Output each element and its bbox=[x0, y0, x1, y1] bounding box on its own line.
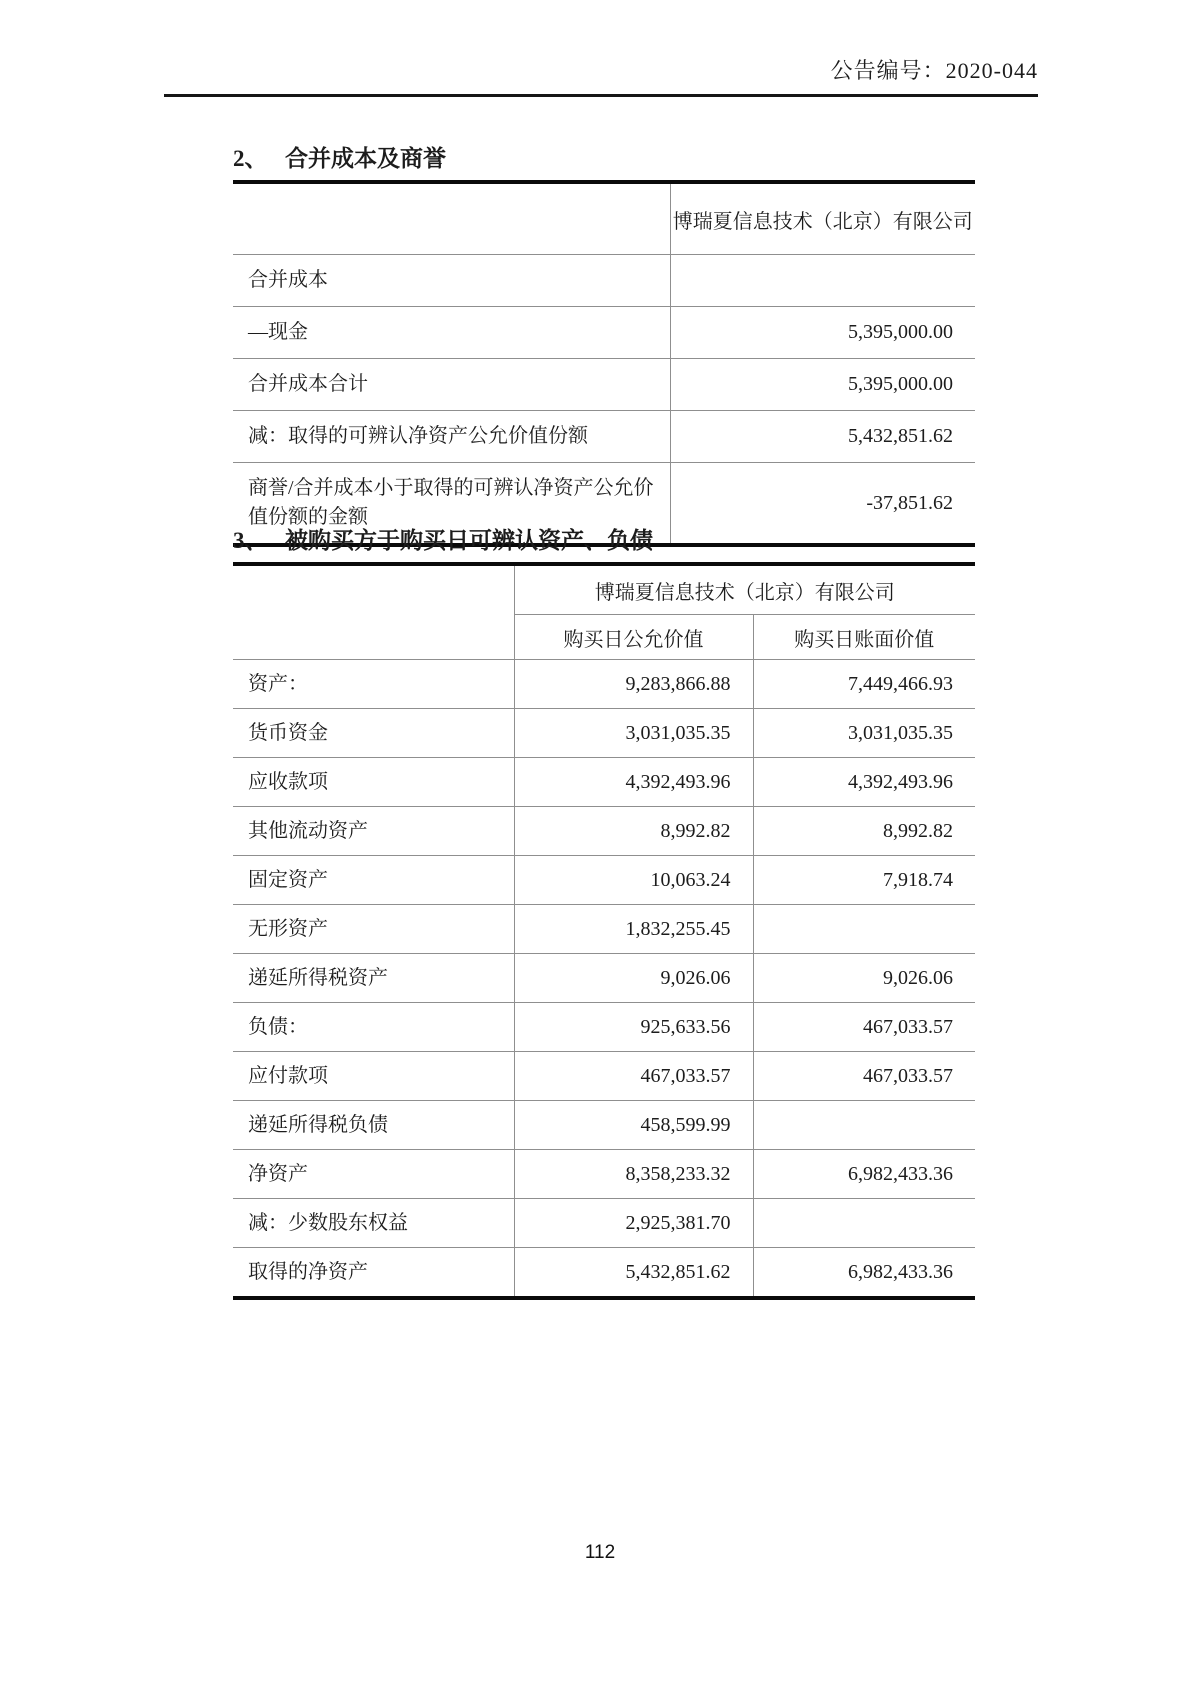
row-label: 递延所得税资产 bbox=[233, 954, 514, 1003]
row-value: 3,031,035.35 bbox=[753, 709, 975, 758]
table-row bbox=[233, 1248, 975, 1299]
row-value: 925,633.56 bbox=[514, 1003, 753, 1052]
row-value: 6,982,433.36 bbox=[753, 1248, 975, 1299]
column-header-fair-value: 购买日公允价值 bbox=[514, 615, 753, 660]
table-row bbox=[233, 255, 975, 307]
table-row bbox=[233, 1150, 975, 1199]
row-label: 无形资产 bbox=[233, 905, 514, 954]
row-label: 货币资金 bbox=[233, 709, 514, 758]
table-row bbox=[233, 1101, 975, 1150]
row-value: 4,392,493.96 bbox=[753, 758, 975, 807]
row-label: 取得的净资产 bbox=[233, 1248, 514, 1299]
row-value: 9,283,866.88 bbox=[514, 660, 753, 709]
row-label: 资产： bbox=[233, 660, 514, 709]
company-header-cell: 博瑞夏信息技术（北京）有限公司 bbox=[594, 581, 895, 604]
row-value bbox=[753, 905, 975, 954]
table-row bbox=[233, 411, 975, 463]
row-value: 6,982,433.36 bbox=[753, 1150, 975, 1199]
table-row bbox=[233, 905, 975, 954]
row-value: 8,992.82 bbox=[514, 807, 753, 856]
row-label: 合并成本合计 bbox=[233, 359, 670, 411]
header-divider bbox=[164, 94, 1038, 97]
row-value: 4,392,493.96 bbox=[514, 758, 753, 807]
row-value: 1,832,255.45 bbox=[514, 905, 753, 954]
section-3-title-text: 被购买方于购买日可辨认资产、负债 bbox=[285, 528, 653, 553]
table-row bbox=[233, 1052, 975, 1101]
table-header-row bbox=[233, 184, 975, 255]
row-label: 减：少数股东权益 bbox=[233, 1199, 514, 1248]
row-value: 5,395,000.00 bbox=[670, 359, 975, 411]
row-label: 减：取得的可辨认净资产公允价值份额 bbox=[233, 411, 670, 463]
row-value bbox=[753, 1101, 975, 1150]
section-2-number: 2、 bbox=[233, 146, 268, 171]
row-label: 合并成本 bbox=[233, 255, 670, 307]
row-value: 467,033.57 bbox=[753, 1052, 975, 1101]
table-row bbox=[233, 758, 975, 807]
table-row bbox=[233, 359, 975, 411]
row-label: 固定资产 bbox=[233, 856, 514, 905]
row-label: —现金 bbox=[233, 307, 670, 359]
company-header-cell: 博瑞夏信息技术（北京）有限公司 bbox=[672, 210, 973, 233]
row-label: 商誉/合并成本小于取得的可辨认净资产公允价值份额的金额 bbox=[233, 463, 670, 546]
row-label: 负债： bbox=[233, 1003, 514, 1052]
section-3-title bbox=[233, 522, 975, 566]
section-identifiable-assets-liabilities bbox=[233, 522, 975, 1300]
column-header-book-value: 购买日账面价值 bbox=[753, 615, 975, 660]
table-row bbox=[233, 709, 975, 758]
section-3-number: 3、 bbox=[233, 528, 268, 553]
row-label: 递延所得税负债 bbox=[233, 1101, 514, 1150]
row-label: 净资产 bbox=[233, 1150, 514, 1199]
row-value: 9,026.06 bbox=[514, 954, 753, 1003]
section-merge-cost-goodwill bbox=[233, 140, 975, 547]
row-value: 458,599.99 bbox=[514, 1101, 753, 1150]
announcement-number: 公告编号：2020-044 bbox=[830, 58, 1038, 83]
row-value: 3,031,035.35 bbox=[514, 709, 753, 758]
table-row bbox=[233, 1199, 975, 1248]
row-value: 2,925,381.70 bbox=[514, 1199, 753, 1248]
row-value: -37,851.62 bbox=[670, 463, 975, 546]
identifiable-assets-table bbox=[233, 566, 975, 1300]
row-value: 467,033.57 bbox=[753, 1003, 975, 1052]
row-value: 8,992.82 bbox=[753, 807, 975, 856]
section-2-title-text: 合并成本及商誉 bbox=[285, 146, 446, 171]
row-value bbox=[670, 255, 975, 307]
table-row bbox=[233, 307, 975, 359]
table-row bbox=[233, 807, 975, 856]
row-label: 其他流动资产 bbox=[233, 807, 514, 856]
table-header-row bbox=[233, 566, 975, 615]
row-value: 8,358,233.32 bbox=[514, 1150, 753, 1199]
row-label: 应收款项 bbox=[233, 758, 514, 807]
row-value: 10,063.24 bbox=[514, 856, 753, 905]
section-2-title bbox=[233, 140, 975, 184]
table-row bbox=[233, 1003, 975, 1052]
row-value: 5,395,000.00 bbox=[670, 307, 975, 359]
row-value: 9,026.06 bbox=[753, 954, 975, 1003]
row-value: 5,432,851.62 bbox=[670, 411, 975, 463]
table-row bbox=[233, 954, 975, 1003]
row-value: 7,918.74 bbox=[753, 856, 975, 905]
row-label: 应付款项 bbox=[233, 1052, 514, 1101]
table-row bbox=[233, 856, 975, 905]
page-number: 112 bbox=[584, 1542, 616, 1563]
row-value bbox=[753, 1199, 975, 1248]
row-value: 7,449,466.93 bbox=[753, 660, 975, 709]
row-value: 467,033.57 bbox=[514, 1052, 753, 1101]
table-row bbox=[233, 660, 975, 709]
merge-cost-table bbox=[233, 184, 975, 547]
empty-header-cell bbox=[233, 566, 514, 660]
empty-header-cell bbox=[233, 184, 670, 255]
row-value: 5,432,851.62 bbox=[514, 1248, 753, 1299]
